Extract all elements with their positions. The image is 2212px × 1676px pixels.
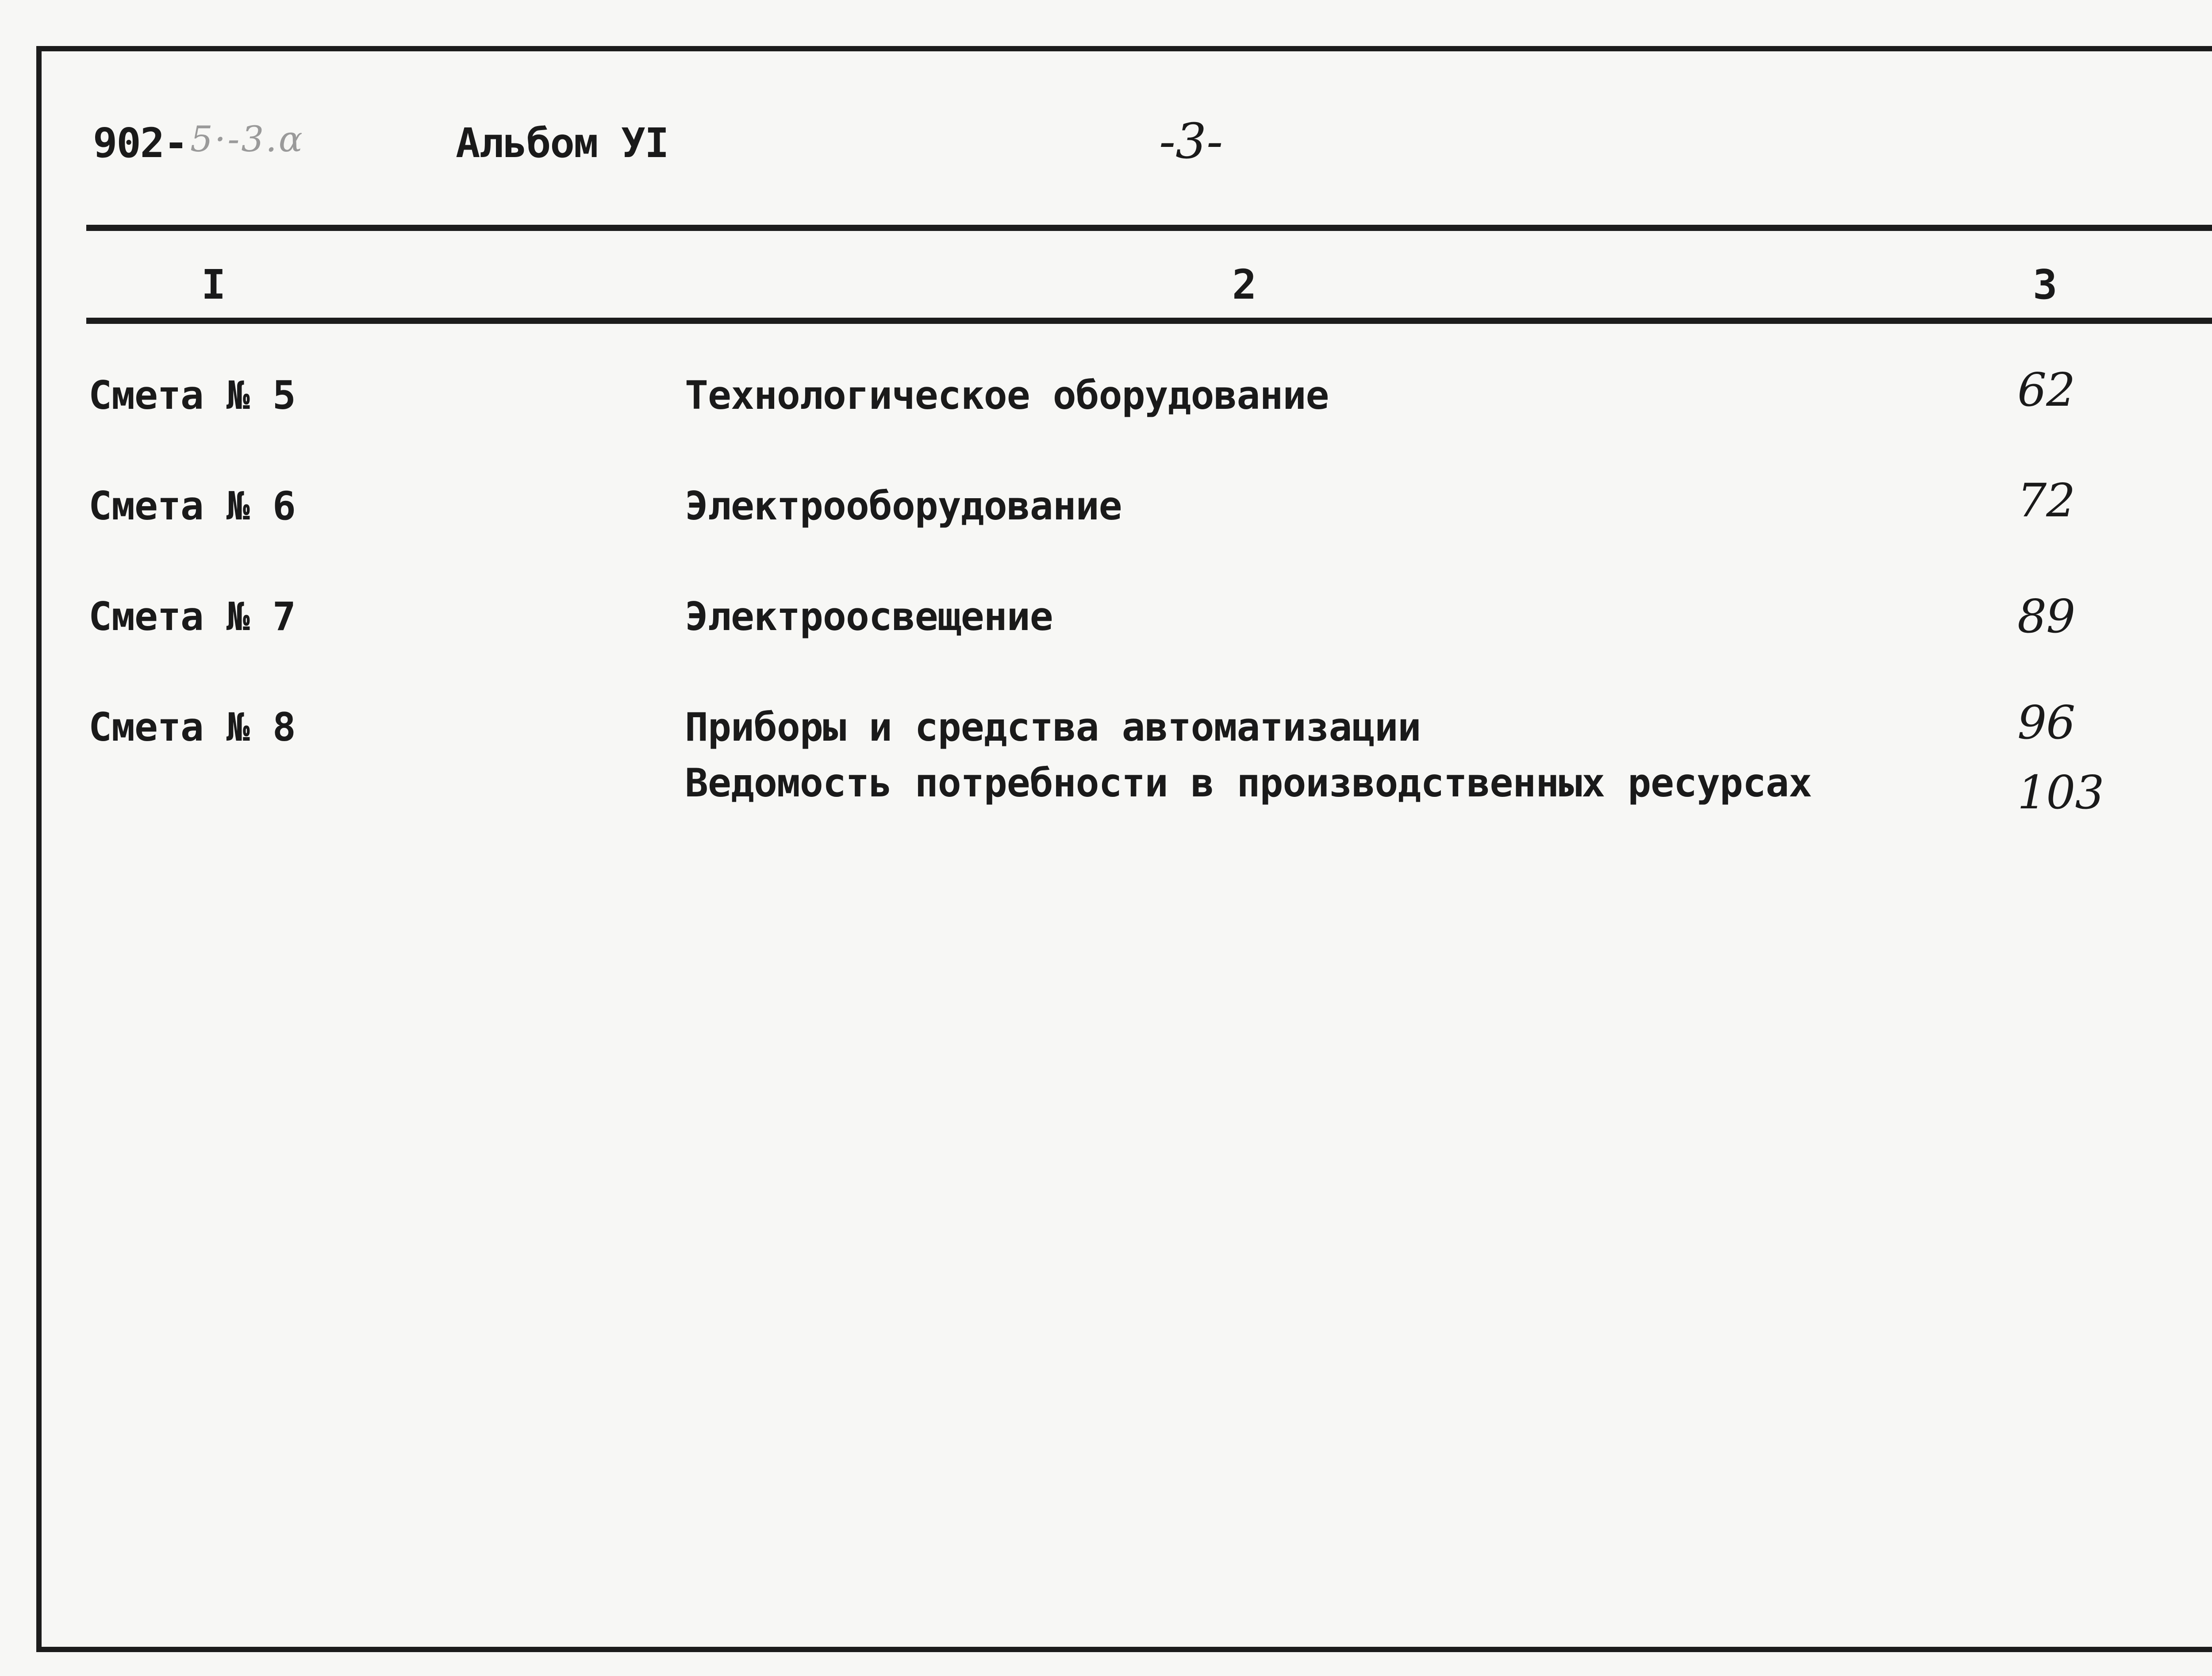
row-label: Смета № 7 (88, 594, 296, 639)
column-header-3: 3 (2033, 261, 2058, 308)
row-page-number: 103 (2017, 765, 2104, 819)
column-header-2: 2 (1232, 261, 1257, 308)
row-label: Смета № 8 (88, 704, 296, 750)
row-label: Смета № 5 (88, 373, 296, 418)
page-number: -3- (1159, 113, 1223, 169)
document-code-smudge: 5·-3.ɑ (190, 119, 304, 160)
table-header-rule (86, 318, 2212, 324)
column-header-1: I (201, 261, 226, 308)
row-title: Электрооборудование (685, 483, 1122, 529)
row-page-number: 96 (2017, 696, 2075, 750)
row-page-number: 89 (2017, 589, 2075, 643)
table-top-rule (86, 225, 2212, 231)
row-page-number: 72 (2017, 473, 2075, 527)
page-frame (36, 46, 2212, 1652)
row-title: Ведомость потребности в производственных ресурсах (685, 760, 1812, 806)
row-title: Приборы и средства автоматизации (685, 704, 1421, 750)
row-title: Технологическое оборудование (685, 373, 1329, 418)
row-label: Смета № 6 (88, 483, 296, 529)
album-label: Альбом УI (456, 119, 668, 167)
row-page-number: 62 (2017, 363, 2075, 417)
row-title: Электроосвещение (685, 594, 1053, 639)
document-code: 902- (93, 119, 188, 167)
